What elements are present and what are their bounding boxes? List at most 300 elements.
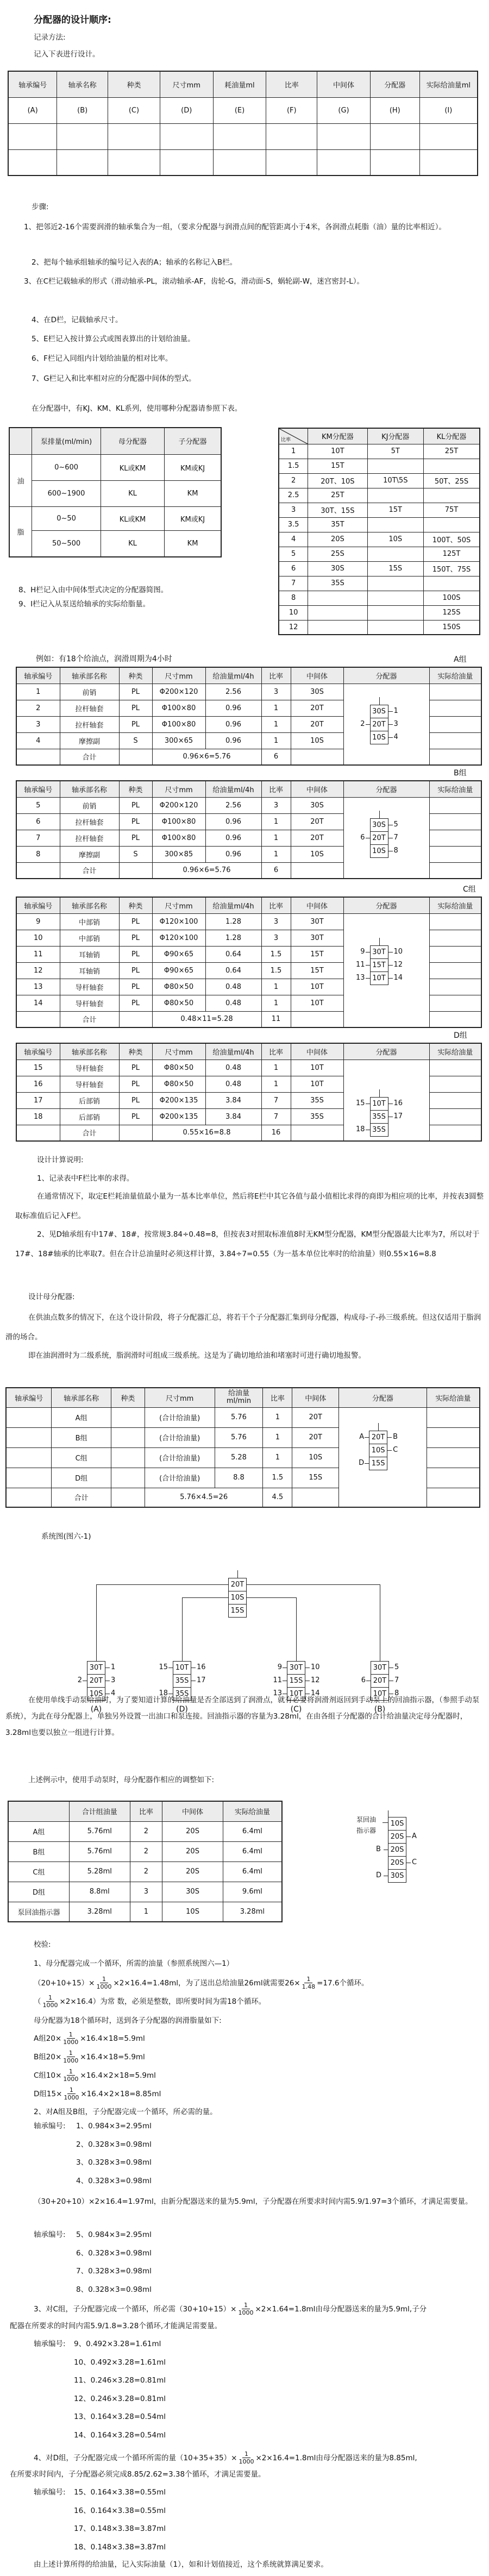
outlet-label: B [376, 1845, 381, 1853]
bearing-no-label: 轴承编号: [34, 2230, 66, 2239]
bearing-result-line: 6、0.328×3=0.98ml [76, 2248, 152, 2258]
intermediate-block: 10S [370, 844, 388, 858]
outlet-label: C [393, 1445, 398, 1454]
col-header: 轴承部名称 [60, 667, 119, 684]
outlet-label: C [412, 1858, 417, 1866]
conclusion: 由上述计算所得的给油量，记入实际油量（1），如和计划值接近，这个系统就算满足要求。 [34, 2560, 328, 2569]
bearing-group-table [16, 667, 482, 766]
outlet-label: D [376, 1871, 382, 1879]
col-header: 尺寸mm [152, 897, 205, 913]
page-title: 分配器的设计顺序: [34, 15, 111, 26]
table-row: 7 拉杆轴套 PL Φ100×80 0.96 1 20T [16, 830, 481, 846]
step-8: 8、H栏记入由中间体型式决定的分配器简图。 [18, 586, 168, 594]
actual-oil-cell [429, 930, 481, 946]
design-table-header-row [8, 71, 478, 97]
table-total-row: 合计 0.96×6=5.76 6 [16, 749, 481, 765]
outlet-label: 8 [394, 1689, 399, 1697]
col-header: 比率 [261, 897, 291, 913]
table-total-row: 合计 0.48×11=5.28 11 [16, 1011, 481, 1027]
child-group-label: (D) [176, 1705, 188, 1714]
design-table-code-row [8, 97, 478, 123]
calc-title: 设计计算说明: [37, 1156, 84, 1164]
actual-oil-cell [429, 700, 481, 716]
adjust-distributor-diagram [348, 1809, 456, 1891]
pipe-line [182, 1597, 183, 1661]
col-header: 轴承编号 [16, 897, 60, 913]
outlet-line [387, 1437, 392, 1438]
system-diagram [0, 1532, 489, 1714]
intermediate-block: 30S [388, 1869, 406, 1883]
col-header: 实际给油量ml [419, 71, 478, 97]
col-header: 轴承编号 [16, 1043, 60, 1060]
table-row: 1 10T 5T 25T [279, 444, 480, 459]
col-header: 中间体 [291, 897, 343, 913]
table-row: 12 耳轴销 PL Φ90×65 0.64 1.5 15T [16, 962, 481, 979]
outlet-label: 9 [360, 947, 365, 956]
table-header-row: 轴承编号 轴承部名称 种类 尺寸mm 给油量 ml/min 比率 中间体 分配器 实际给油量 [6, 1388, 480, 1407]
actual-oil-cell [429, 979, 481, 995]
outlet-label: 10 [393, 947, 403, 956]
outlet-label: 14 [311, 1689, 320, 1697]
bearing-result-line: 2、0.328×3=0.98ml [76, 2140, 152, 2149]
outlet-line [366, 965, 370, 966]
fraction: $\frac{1}{1000}$ [96, 1976, 112, 1990]
ab-text: （30+20+10）×2×16.4=1.97ml，由新分配器送来的量为5.9ml，子分配器在所要求时间内需5.9/1.97=3个循环，才满足需要量。 [34, 2197, 473, 2206]
verify-2: 2、对A组及B组，子分配器完成一个循环，所必需的量。 [34, 2108, 217, 2116]
col-code: (G) [317, 97, 371, 123]
outlet-label: B [393, 1432, 398, 1441]
inlet-line [237, 1570, 238, 1578]
outlet-label: 2 [77, 1676, 82, 1684]
table-row: 18 后部销 PL Φ200×135 3.84 7 35S [16, 1108, 481, 1125]
bearing-no-label: 轴承编号: [34, 2340, 66, 2348]
intermediate-block: 35S [370, 1123, 388, 1137]
distributor-diagram [344, 914, 430, 1027]
col-header: 比率 [266, 71, 317, 97]
child-block: 10S [87, 1687, 105, 1701]
col-code: (I) [419, 97, 478, 123]
group-label: B组 [454, 769, 467, 778]
distributor-diagram [344, 798, 430, 879]
col-header: 轴承部名称 [60, 897, 119, 913]
col-header: 中间体 [317, 71, 371, 97]
intermediate-block: 30S [370, 705, 388, 718]
intermediate-block: 30S [370, 818, 388, 832]
table-row: 4 20S 10S 100T、50S [279, 532, 480, 547]
actual-oil-cell [429, 962, 481, 979]
table-total-row: 合计 5.76×4.5=26 4.5 [6, 1488, 480, 1507]
bearing-result-line: 13、0.164×3.28=0.54ml [74, 2412, 166, 2421]
col-header: 尺寸mm [152, 667, 205, 684]
actual-oil-cell [429, 813, 481, 830]
distributor-diagram [344, 1060, 430, 1141]
corner-cell: 比率 [279, 428, 308, 444]
intermediate-block: 20T [370, 831, 388, 845]
intermediate-block: 10S [369, 1444, 387, 1457]
col-header: 种类 [119, 897, 152, 913]
table-header-row [16, 781, 481, 797]
table-row: 6 30S 15S 150T、75S [279, 561, 480, 576]
child-block: 30T [287, 1661, 305, 1675]
outlet-line [388, 978, 393, 979]
intermediate-block: 30T [370, 945, 388, 959]
pump-table-header-row [9, 428, 221, 454]
inlet-line [379, 938, 380, 945]
inlet-line [379, 1089, 380, 1097]
design-record-table [8, 71, 478, 176]
fraction: $\frac{1}{1000}$ [42, 1994, 58, 2009]
intermediate-block: 20T [370, 718, 388, 731]
step-2: 2、把每个轴承组轴承的编号记入表的A；轴承的名称记入B栏。 [32, 258, 237, 267]
pipe-line [247, 1597, 296, 1598]
calc-1: 1、记录表中F栏比率的求得。 [37, 1174, 134, 1183]
col-header: 实际给油量 [429, 667, 481, 684]
formula-1: （20+10+15）× $\frac{1}{1000}$ ×2×16.4=1.48ml，为了送出总给油量26ml就需要26× $\frac{1}{1.48}$ =17.6个循环。 [34, 1976, 369, 1990]
formula-2: （ $\frac{1}{1000}$ ×2×16.4）为常 数，必须是整数，即所要时间为需18个循环。 [34, 1994, 266, 2009]
ratio-table-header-row [279, 428, 480, 444]
table-row: 3 30T、15S 15T 75T [279, 503, 480, 517]
outlet-line [366, 978, 370, 979]
table-row: B组 (合计给油量) 5.76 1 20T [6, 1427, 480, 1447]
table-row: D组 (合计给油量) 8.8 1.5 15S [6, 1468, 480, 1488]
table-row: 2 20T、10S 10T\5S 50T、25S [279, 473, 480, 488]
col-header: 种类 [119, 1043, 152, 1060]
outlet-label: 12 [393, 960, 403, 969]
col-header: 轴承编号 [8, 71, 57, 97]
table-row: 15 导杆轴套 PL Φ80×50 0.48 1 10T 10T 15 16 35S 17 35S 18 [16, 1060, 481, 1076]
table-header-row [16, 1043, 481, 1060]
adjust-intro: 上述例示中，使用手动泵时，母分配器作相应的调整如下: [28, 1776, 215, 1784]
intermediate-block: 20S [388, 1830, 406, 1844]
bearing-group-table [16, 780, 482, 879]
child-block: 10T [173, 1661, 191, 1675]
bearing-result-line: 15、0.164×3.38=0.55ml [74, 2488, 166, 2497]
outlet-label: 11 [273, 1676, 282, 1684]
table-row: 6 拉杆轴套 PL Φ100×80 0.96 1 20T [16, 813, 481, 830]
actual-oil-cell [429, 995, 481, 1011]
col-header: 比率 [261, 667, 291, 684]
table-row: 2.5 25T [279, 488, 480, 503]
table-row: 11 耳轴销 PL Φ90×65 0.64 1.5 15T [16, 946, 481, 962]
mother-title: 设计母分配器: [28, 1293, 75, 1301]
actual-oil-cell [429, 684, 481, 700]
col-code: (D) [160, 97, 213, 123]
col-header: 种类 [108, 71, 160, 97]
design-table-empty-row [8, 149, 478, 176]
outlet-label: 18 [159, 1689, 168, 1697]
verify-3: 3、对C组，子分配器完成一个循环，所必需（30+10+15）× $\frac{1}{1000}$ ×2×1.64=1.8ml由母分配器送来的量为5.9ml,子分 [34, 2302, 427, 2316]
col-header: 分配器 [343, 1043, 429, 1060]
actual-oil-cell [429, 1076, 481, 1092]
outlet-label: 3 [111, 1676, 116, 1684]
example-intro: 例如：有18个给油点，润滑周期为4小时 [36, 655, 172, 663]
table-row: 12 150S [279, 620, 480, 635]
group-label: A组 [454, 655, 467, 664]
actual-oil-cell [429, 846, 481, 862]
col-header: 子分配器 [165, 428, 221, 454]
formula-group-a: A组20× $\frac{1}{1000}$ ×16.4×18=5.9ml [34, 2031, 145, 2046]
table-row: D组 8.8ml 3 30S 9.6ml [8, 1882, 282, 1902]
bearing-result-line: 10、0.492×3.28=1.61ml [74, 2358, 166, 2367]
formula-group-b: B组20× $\frac{1}{1000}$ ×16.4×18=5.9ml [34, 2049, 145, 2064]
table-row: 13 导杆轴套 PL Φ80×50 0.48 1 10T [16, 979, 481, 995]
group-label-grease: 脂 [9, 506, 32, 557]
mother-block: 20T [228, 1578, 247, 1591]
col-header: 给油量ml/4h [205, 1043, 261, 1060]
outlet-label: 2 [360, 719, 365, 728]
col-header: KM分配器 [308, 428, 367, 444]
actual-oil-cell [429, 797, 481, 813]
table-row: 9 中部销 PL Φ120×100 1.28 3 30T 30T 9 10 15T 11 12 10T 13 14 [16, 913, 481, 930]
outlet-label: 15 [355, 1099, 365, 1107]
outlet-label: 8 [393, 846, 398, 855]
bearing-result-line: 14、0.164×3.28=0.54ml [74, 2430, 166, 2440]
group-label: C组 [463, 885, 476, 894]
intermediate-block: 15S [369, 1457, 387, 1470]
table-row: 17 后部销 PL Φ200×135 3.84 7 35S [16, 1092, 481, 1108]
actual-oil-cell [429, 1125, 481, 1141]
table-row: C组 (合计给油量) 5.28 1 10S [6, 1447, 480, 1468]
col-header: 尺寸mm [152, 1043, 205, 1060]
step-3: 3、在C栏记载轴承的形式（滑动轴承-PL，滚动轴承-AF，齿轮-G，滑动面-S，蜗轮副-W，迷宫密封-L）。 [24, 277, 365, 286]
intermediate-block: 10T [370, 1097, 388, 1111]
table-row: 1.5 15T [279, 459, 480, 473]
formula-group-c: C组10× $\frac{1}{1000}$ ×16.4×2×18=5.9ml [34, 2068, 156, 2083]
formula-3: 母分配器为18个循环时，送到各子分配器的润滑脂量如下: [34, 2016, 222, 2025]
bearing-result-line: 4、0.328×3=0.98ml [76, 2176, 152, 2185]
actual-oil-cell [429, 862, 481, 879]
intermediate-block: 15T [370, 958, 388, 972]
col-header: 轴承编号 [16, 667, 60, 684]
child-block: 35S [173, 1674, 191, 1688]
outlet-line [365, 1463, 369, 1464]
col-header: 中间体 [291, 1043, 343, 1060]
col-code: (B) [57, 97, 108, 123]
col-header: 给油量ml/4h [205, 781, 261, 797]
adjust-table [8, 1801, 283, 1922]
table-row: 600~1900 KL KM [9, 480, 221, 506]
actual-oil-cell [429, 1011, 481, 1027]
table-header-row [16, 897, 481, 913]
pipe-line [247, 1584, 380, 1585]
outlet-label: 16 [393, 1099, 403, 1107]
outlet-label: 17 [197, 1676, 206, 1684]
verify-title: 校验: [34, 1940, 51, 1949]
inlet-line [378, 1423, 379, 1431]
outlet-label: 6 [360, 833, 365, 842]
col-header: 比率 [261, 781, 291, 797]
steps-title: 步骤: [32, 203, 49, 211]
bearing-no-label: 轴承编号: [34, 2122, 66, 2130]
child-group-label: (B) [374, 1705, 386, 1714]
step-7: 7、G栏记入和比率相对应的分配器中间体的型式。 [32, 374, 196, 383]
outlet-line [366, 724, 370, 725]
col-code: (F) [266, 97, 317, 123]
col-header: 分配器 [343, 897, 429, 913]
pipe-line [96, 1584, 228, 1585]
outlet-label: 15 [159, 1663, 168, 1671]
distributor-diagram-cell [343, 913, 429, 1027]
col-header: 尺寸mm [160, 71, 213, 97]
actual-oil-cell [429, 830, 481, 846]
pipe-line [96, 1584, 97, 1661]
design-table-empty-row [8, 123, 478, 149]
col-header: 实际给油量 [429, 897, 481, 913]
col-header: 中间体 [291, 781, 343, 797]
child-block: 30T [87, 1661, 105, 1675]
actual-oil-cell [429, 946, 481, 962]
outlet-line [365, 1437, 369, 1438]
pump-distributor-table [9, 427, 222, 557]
bearing-no-label: 轴承编号: [34, 2488, 66, 2497]
group-label-oil: 油 [9, 454, 32, 506]
outlet-label: 13 [273, 1689, 282, 1697]
record-instruction: 记入下表进行设计。 [34, 50, 100, 59]
table-row: 1 前销 PL Φ200×120 2.56 3 30S 30S 1 20T 2 3 10S 4 [16, 684, 481, 700]
outlet-label: 12 [311, 1676, 320, 1684]
bearing-result-line: 17、0.148×3.38=3.87ml [74, 2524, 166, 2533]
col-header: 分配器 [343, 667, 429, 684]
intermediate-block: 20T [369, 1431, 387, 1444]
step-6: 6、F栏记入同组内计划给油量的相对比率。 [32, 354, 173, 363]
bearing-result-line: 5、0.984×3=2.95ml [76, 2230, 152, 2239]
bearing-result-line: 7、0.328×3=0.98ml [76, 2267, 152, 2276]
outlet-label: 5 [394, 1663, 399, 1671]
step-5: 5、E栏记入按计算公式或图表算出的计划给油量。 [32, 335, 195, 343]
intermediate-block: 35S [370, 1110, 388, 1124]
inlet-line [379, 697, 380, 705]
child-group-label: (A) [90, 1705, 102, 1714]
table-row: 5 前销 PL Φ200×120 2.56 3 30S 30S 5 20T 6 7 10S 8 [16, 797, 481, 813]
group-label: D组 [454, 1031, 467, 1040]
mother-p1: 在供油点数多的情况下，在这个设计阶段，将子分配器汇总，将若干个子分配器汇集到母分配器，构成母-子-孙三级系统。但这仅适用于脂润滑的场合。 [5, 1313, 481, 1342]
child-block: 30T [371, 1661, 389, 1675]
outlet-line [388, 965, 393, 966]
distributor-diagram-cell [343, 797, 429, 879]
outlet-label: 13 [355, 973, 365, 982]
outlet-label: 14 [393, 973, 403, 982]
system-diagram-title: 系统图(图六-1) [41, 1532, 91, 1541]
bearing-result-line: 8、0.328×3=0.98ml [76, 2285, 152, 2294]
col-code: (C) [108, 97, 160, 123]
outlet-label: 3 [393, 719, 398, 728]
child-block: 10T [287, 1687, 305, 1701]
col-header: 实际给油量 [429, 781, 481, 797]
distributor-diagram-cell [343, 1060, 429, 1141]
pipe-line [182, 1597, 228, 1598]
child-block: 20T [87, 1674, 105, 1688]
bearing-result-line: 16、0.164×3.38=0.55ml [74, 2506, 166, 2515]
actual-oil-cell [429, 1060, 481, 1076]
table-row: 4 摩擦副 S 300×65 0.96 1 10S [16, 732, 481, 749]
table-row: 8 摩擦副 S 300×85 0.96 1 10S [16, 846, 481, 862]
col-header: KJ分配器 [367, 428, 423, 444]
bearing-result-line: 12、0.246×3.28=0.81ml [74, 2394, 166, 2403]
col-header: 泵排量(ml/min) [32, 428, 101, 454]
col-header: 分配器 [343, 781, 429, 797]
table-row: 10 125S [279, 605, 480, 620]
col-header: 尺寸mm [152, 781, 205, 797]
col-header: 给油量ml/4h [205, 897, 261, 913]
mother-diagram-cell [339, 1407, 427, 1507]
inlet-line [379, 811, 380, 818]
col-header: 中间体 [291, 667, 343, 684]
col-header: 母分配器 [101, 428, 164, 454]
intermediate-block: 10T [370, 972, 388, 985]
verify-4-line2: 在所要求时间内，子分配器必须完成8.85/2.62=3.38个循环，才满足需要量。 [10, 2470, 266, 2479]
outlet-label: 16 [197, 1663, 206, 1671]
outlet-line [388, 737, 393, 738]
indicator-label: 泵回油 [356, 1816, 377, 1823]
outlet-label: 5 [393, 820, 398, 829]
table-row: 油 0~600 KL或KM KM或KJ [9, 454, 221, 480]
bearing-group-table [16, 897, 482, 1028]
formula-group-d: D组15× $\frac{1}{1000}$ ×16.4×2×18=8.85ml [34, 2086, 161, 2101]
col-header: 轴承部名称 [60, 781, 119, 797]
table-row: 50~500 KL KM [9, 530, 221, 557]
col-header: 种类 [119, 781, 152, 797]
table-total-row: 合计 0.55×16=8.8 16 [16, 1125, 481, 1141]
child-group-label: (C) [290, 1705, 302, 1714]
step-1: 1、把邻近2-16个需要润滑的轴承集合为一组，（要求分配器与润滑点间的配管距离小于4米，各润滑点耗脂（油）量的比率相近）。 [24, 223, 446, 231]
table-total-row: 合计 0.96×6=5.76 6 [16, 862, 481, 879]
bearing-result-line: 18、0.148×3.38=3.87ml [74, 2542, 166, 2552]
table-row: 8 100S [279, 591, 480, 605]
bearing-result-line: 11、0.246×3.28=0.81ml [74, 2376, 166, 2385]
table-row: 2 拉杆轴套 PL Φ100×80 0.96 1 20T [16, 700, 481, 716]
table-header-row: 合计组油量 比率 中间体 实际给油量 [8, 1801, 282, 1821]
col-header: 耗油量ml [213, 71, 266, 97]
actual-oil-cell [429, 1108, 481, 1125]
outlet-line [388, 724, 393, 725]
outlet-line [387, 1450, 392, 1451]
col-header: 给油量ml/4h [205, 667, 261, 684]
child-block: 20T [371, 1674, 389, 1688]
outlet-label: 7 [393, 833, 398, 842]
bearing-group-table [16, 1043, 482, 1142]
table-row: 脂 0~50 KL或KM KM或KJ [9, 506, 221, 530]
table-row: 泵回油指示器 3.28ml 1 10S 3.28ml [8, 1902, 282, 1922]
col-code: (H) [370, 97, 419, 123]
ratio-distributor-table [278, 428, 480, 635]
outlet-label: 7 [394, 1676, 399, 1684]
actual-oil-cell [429, 749, 481, 765]
outlet-label: 1 [111, 1663, 116, 1671]
outlet-label: 4 [393, 732, 398, 741]
bearing-result-line: 1、0.984×3=2.95ml [76, 2122, 152, 2130]
outlet-label: 4 [111, 1689, 116, 1697]
table-row: 16 导杆轴套 PL Φ80×50 0.48 1 10T [16, 1076, 481, 1092]
verify-4: 4、对D组，子分配器完成一个循环所需的量（10+35+35）× $\frac{1}{1000}$ ×2×16.4=1.8ml由母分配器送来的量为8.85ml, [34, 2450, 417, 2465]
outlet-label: 10 [311, 1663, 320, 1671]
table-row: 3 拉杆轴套 PL Φ100×80 0.96 1 20T [16, 716, 481, 732]
outlet-line [388, 711, 393, 712]
intermediate-block: 10S [370, 731, 388, 744]
calc-1-text: 在通常情况下，取定E栏耗油量值最小量为一基本比率单位，然后将E栏中其它各值与最小值相比求得的商即为相应项的比率，并按表3圆整取标准值后记入F栏。 [15, 1192, 484, 1220]
outlet-label: 9 [277, 1663, 282, 1671]
child-block: 10T [371, 1687, 389, 1701]
table-row: C组 5.28ml 2 20S 6.4ml [8, 1862, 282, 1882]
distributor-diagram-cell [343, 684, 429, 765]
verify-3-line2: 配器在所要求的时间内需5.9/1.8=3.28个循环,才能满足需要量。 [10, 2322, 222, 2330]
step-4: 4、在D栏，记载轴承尺寸。 [32, 316, 123, 324]
table-row: 3.5 35T [279, 517, 480, 532]
mother-block: 10S [228, 1591, 247, 1604]
distributor-diagram [344, 684, 430, 765]
col-code: (E) [213, 97, 266, 123]
table-row: A组 (合计给油量) 5.76 1 20T 20T A B 10S C 15S D [6, 1407, 480, 1427]
outlet-label: 18 [355, 1125, 365, 1133]
